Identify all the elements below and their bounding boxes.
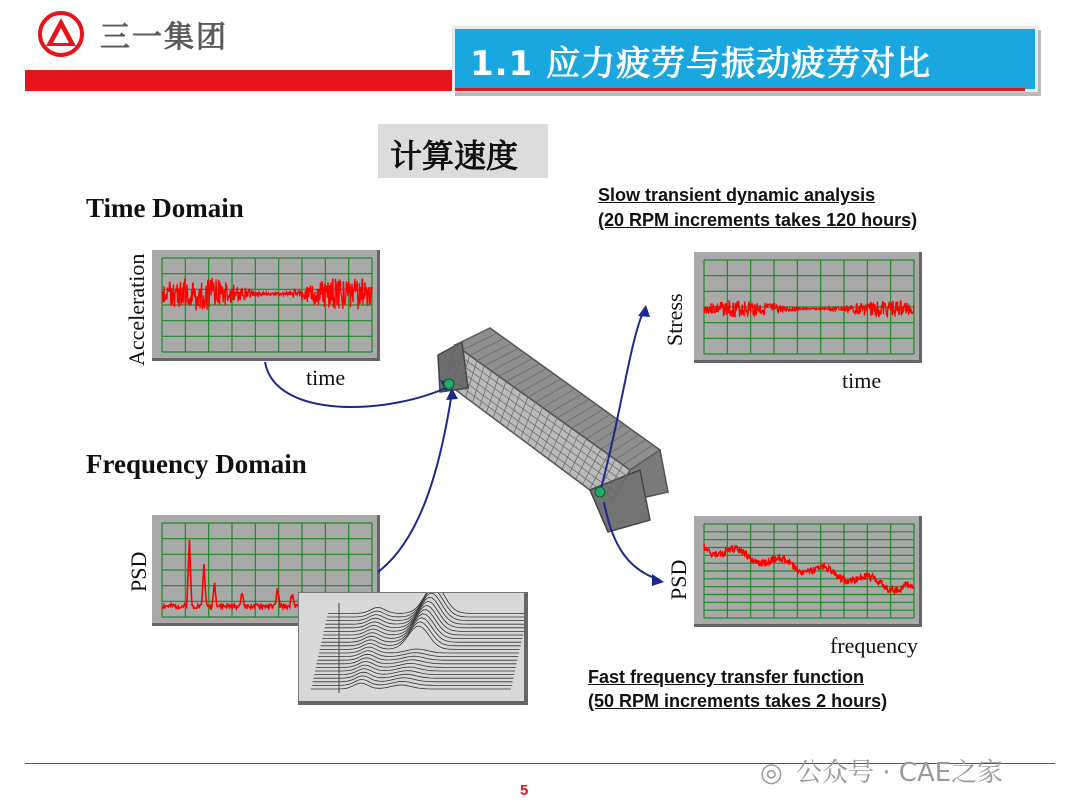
left-joint-marker: [444, 379, 454, 389]
stress-axis-label: Stress: [662, 293, 687, 346]
wechat-icon: ◎: [760, 758, 783, 788]
company-logo-text: 三一集团: [100, 20, 228, 55]
frequency-domain-heading: Frequency Domain: [86, 449, 307, 479]
fe-mesh-model: [438, 328, 668, 532]
slide-title: 1.1 应力疲劳与振动疲劳对比: [470, 44, 932, 84]
stress-time-axis-label: time: [842, 368, 882, 393]
watermark-text: ◎ 公众号 · CAE之家: [760, 758, 1004, 788]
time-axis-label: time: [306, 365, 346, 390]
acceleration-axis-label: Acceleration: [124, 253, 149, 366]
fast-analysis-note-line2: (50 RPM increments takes 2 hours): [588, 691, 888, 711]
slow-analysis-note-line2: (20 RPM increments takes 120 hours): [598, 210, 918, 230]
psd-input-axis-label: PSD: [126, 551, 151, 592]
page-number: 5: [520, 782, 529, 799]
slow-analysis-note-line1: Slow transient dynamic analysis: [598, 185, 876, 205]
subtitle-text: 计算速度: [390, 137, 519, 175]
time-domain-heading: Time Domain: [86, 193, 244, 223]
frequency-axis-label: frequency: [830, 633, 918, 658]
psd-output-axis-label: PSD: [666, 559, 691, 600]
fast-analysis-note-line1: Fast frequency transfer function: [588, 667, 865, 687]
right-joint-marker: [595, 487, 605, 497]
